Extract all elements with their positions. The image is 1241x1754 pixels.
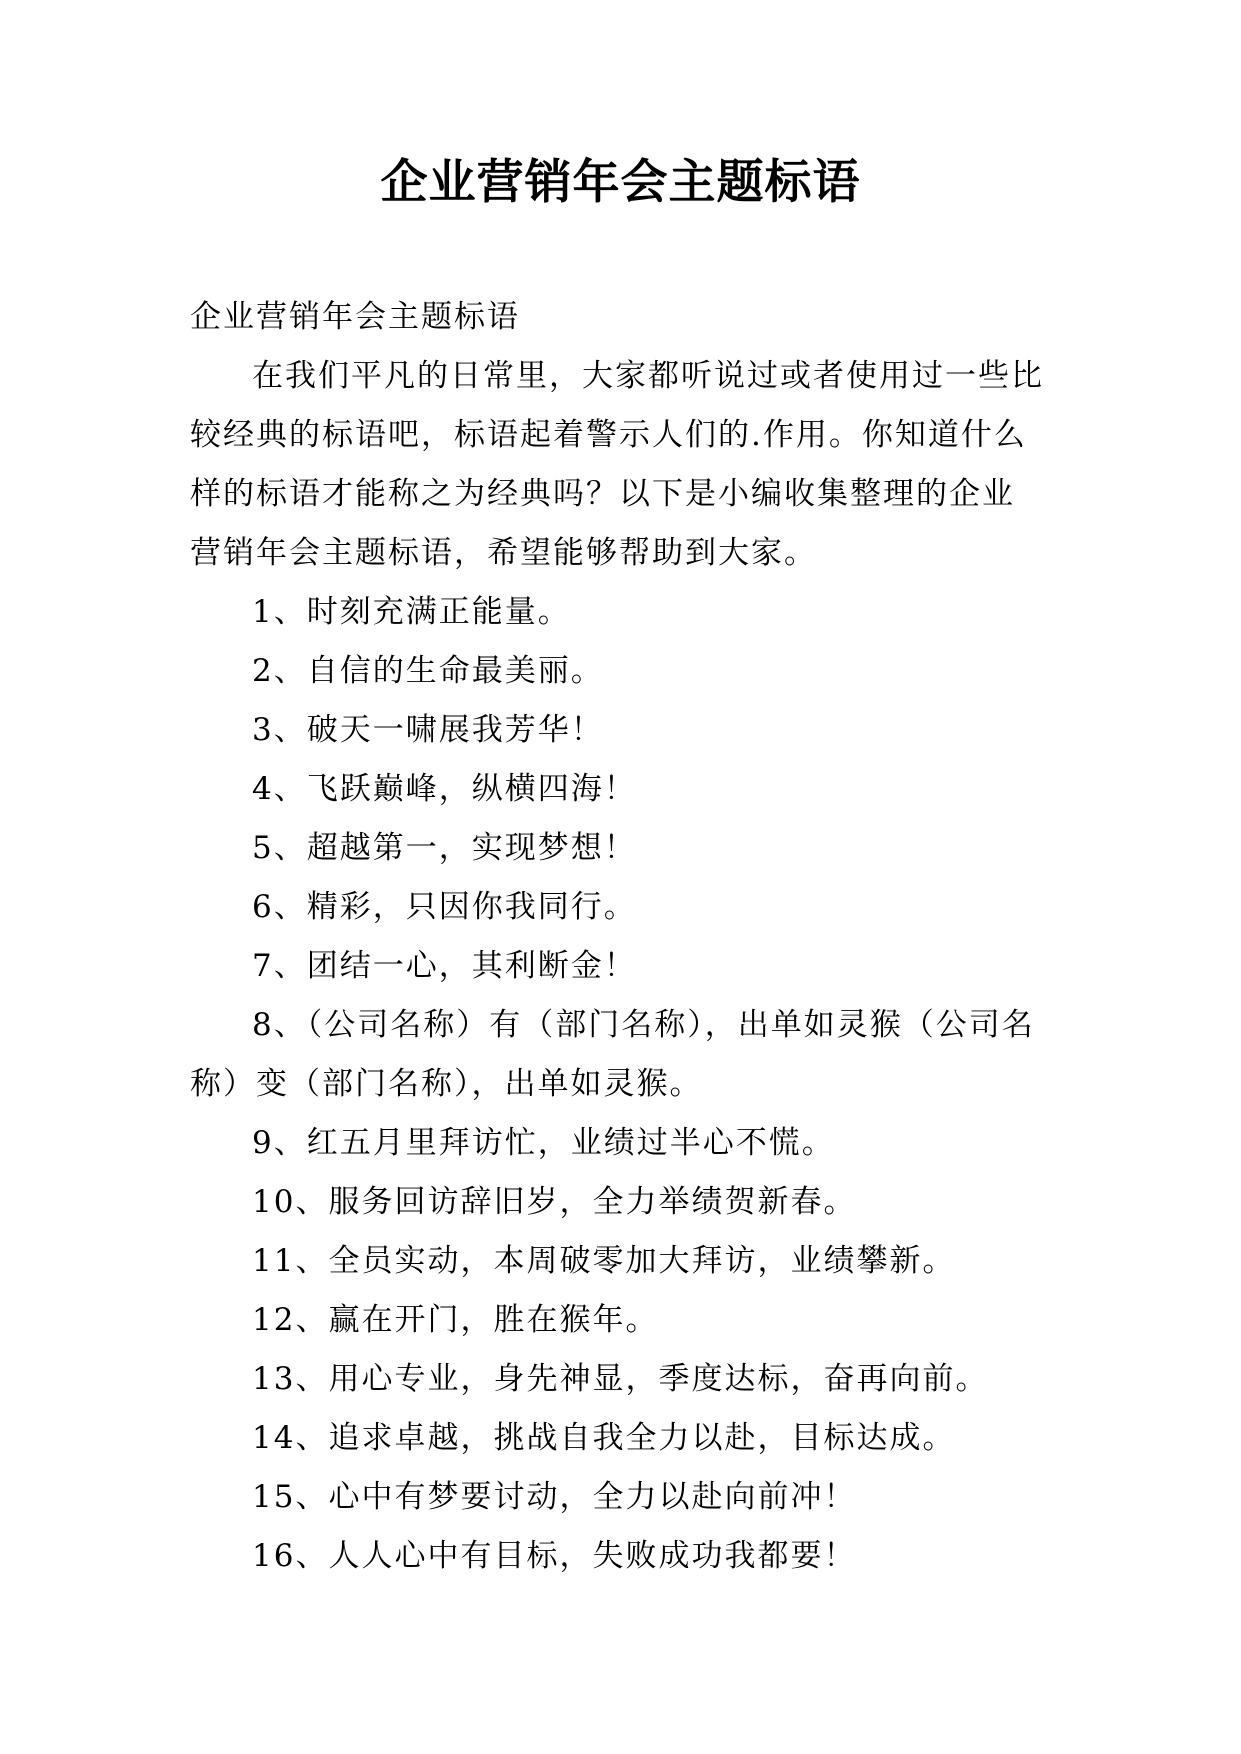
slogan-item: 12、赢在开门，胜在猴年。	[252, 1302, 659, 1338]
slogan-item: 10、服务回访辞旧岁，全力举绩贺新春。	[252, 1184, 857, 1220]
intro-line: 在我们平凡的日常里，大家都听说过或者使用过一些比	[252, 358, 1044, 394]
slogan-item: 13、用心专业，身先神显，季度达标，奋再向前。	[252, 1361, 989, 1397]
document-body	[190, 288, 1060, 1586]
slogan-item: 11、全员实动，本周破零加大拜访，业绩攀新。	[252, 1243, 956, 1279]
slogan-item-8-line: 8、（公司名称）有（部门名称），出单如灵猴（公司名	[252, 1007, 1035, 1043]
slogan-item: 9、红五月里拜访忙，业绩过半心不慌。	[252, 1125, 835, 1161]
slogan-item: 2、自信的生命最美丽。	[252, 653, 604, 689]
document-title: 企业营销年会主题标语	[380, 155, 861, 210]
slogan-item: 7、团结一心，其利断金！	[252, 948, 637, 984]
intro-line: 较经典的标语吧，标语起着警示人们的.作用。你知道什么	[190, 417, 1027, 453]
slogan-item: 5、超越第一，实现梦想！	[252, 830, 637, 866]
slogan-item: 3、破天一啸展我芳华！	[252, 712, 604, 748]
subtitle-line: 企业营销年会主题标语	[190, 299, 520, 335]
intro-line: 营销年会主题标语，希望能够帮助到大家。	[190, 535, 817, 571]
slogan-item: 16、人人心中有目标，失败成功我都要！	[252, 1538, 857, 1574]
slogan-item: 4、飞跃巅峰，纵横四海！	[252, 771, 637, 807]
slogan-item: 15、心中有梦要讨动，全力以赴向前冲！	[252, 1479, 857, 1515]
slogan-item: 1、时刻充满正能量。	[252, 594, 571, 630]
slogan-item-8-line: 称）变（部门名称），出单如灵猴。	[190, 1066, 703, 1102]
intro-line: 样的标语才能称之为经典吗？以下是小编收集整理的企业	[190, 476, 1015, 512]
slogan-item: 14、追求卓越，挑战自我全力以赴，目标达成。	[252, 1420, 956, 1456]
slogan-item: 6、精彩，只因你我同行。	[252, 889, 637, 925]
